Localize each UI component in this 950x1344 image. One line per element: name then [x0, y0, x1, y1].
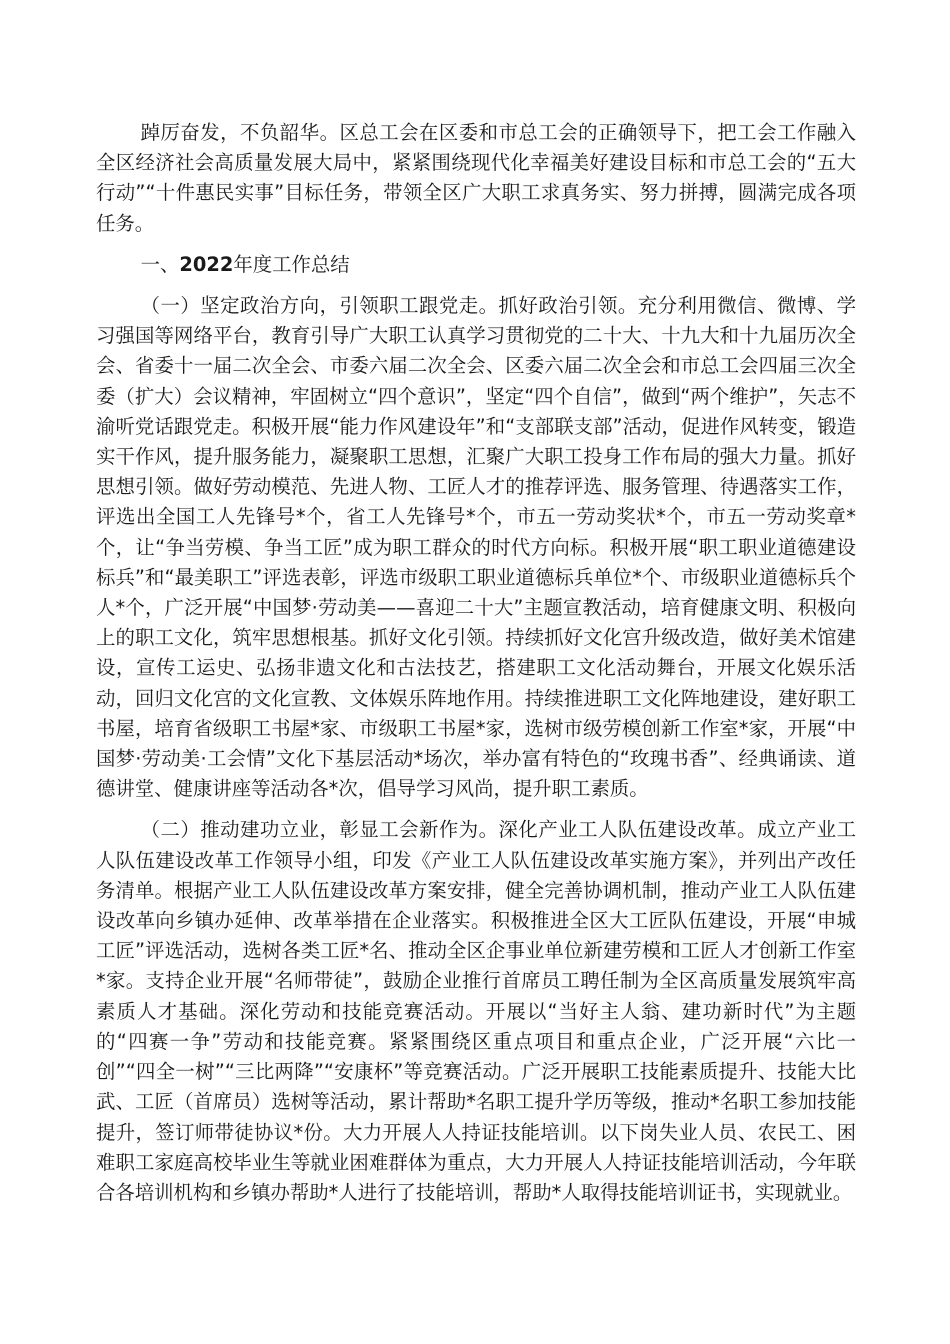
section-heading-year: 2022 — [179, 252, 234, 276]
document-body — [96, 118, 856, 1208]
section-heading-prefix: 一、 — [140, 252, 180, 276]
section-heading-suffix: 年度工作总结 — [233, 252, 350, 276]
section-two-paragraph: （二）推动建功立业，彰显工会新作为。深化产业工人队伍建设改革。成立产业工人队伍建设改革工作领导小组，印发《产业工人队伍建设改革实施方案》，并列出产改任务清单。根据产业工人队伍建设改革方案安排，健全完善协调机制，推动产业工人队伍建设改革向乡镇办延伸、改革举措在企业落实。积极推进全区大工匠队伍建设，开展“申城工匠”评选活动，选树各类工匠*名、推动全区企事业单位新建劳模和工匠人才创新工作室*家。支持企业开展“名师带徒”，鼓励企业推行首席员工聘任制为全区高质量发展筑牢高素质人才基础。深化劳动和技能竞赛活动。开展以“当好主人翁、建功新时代”为主题的“四赛一争”劳动和技能竞赛。紧紧围绕区重点项目和重点企业，广泛开展“六比一创”“四全一树”“三比两降”“安康杯”等竞赛活动。广泛开展职工技能素质提升、技能大比武、工匠（首席员）选树等活动，累计帮助*名职工提升学历等级，推动*名职工参加技能提升，签订师带徒协议*份。大力开展人人持证技能培训。以下岗失业人员、农民工、困难职工家庭高校毕业生等就业困难群体为重点，大力开展人人持证技能培训活动，今年联合各培训机构和乡镇办帮助*人进行了技能培训，帮助*人取得技能培训证书，实现就业。 — [96, 818, 856, 1204]
intro-paragraph: 踔厉奋发，不负韶华。区总工会在区委和市总工会的正确领导下，把工会工作融入全区经济社会高质量发展大局中，紧紧围绕现代化幸福美好建设目标和市总工会的“五大行动”“十件惠民实事”目标任务，带领全区广大职工求真务实、努力拼搏，圆满完成各项任务。 — [96, 121, 856, 235]
section-heading — [96, 250, 856, 280]
section-one-paragraph: （一）坚定政治方向，引领职工跟党走。抓好政治引领。充分利用微信、微博、学习强国等网络平台，教育引导广大职工认真学习贯彻党的二十大、十九大和十九届历次全会、省委十一届二次全会、市委六届二次全会、区委六届二次全会和市总工会四届三次全委（扩大）会议精神，牢固树立“四个意识”，坚定“四个自信”，做到“两个维护”，矢志不渝听党话跟党走。积极开展“能力作风建设年”和“支部联支部”活动，促进作风转变，锻造实干作风，提升服务能力，凝聚职工思想，汇聚广大职工投身工作布局的强大力量。抓好思想引领。做好劳动模范、先进人物、工匠人才的推荐评选、服务管理、待遇落实工作，评选出全国工人先锋号*个，省工人先锋号*个，市五一劳动奖状*个，市五一劳动奖章*个，让“争当劳模、争当工匠”成为职工群众的时代方向标。积极开展“职工职业道德建设标兵”和“最美职工”评选表彰，评选市级职工职业道德标兵单位*个、市级职业道德标兵个人*个，广泛开展“中国梦·劳动美——喜迎二十大”主题宣教活动，培育健康文明、积极向上的职工文化，筑牢思想根基。抓好文化引领。持续抓好文化宫升级改造，做好美术馆建设，宣传工运史、弘扬非遗文化和古法技艺，搭建职工文化活动舞台，开展文化娱乐活动，回归文化宫的文化宣教、文体娱乐阵地作用。持续推进职工文化阵地建设，建好职工书屋，培育省级职工书屋*家、市级职工书屋*家，选树市级劳模创新工作室*家，开展“中国梦·劳动美·工会情”文化下基层活动*场次，举办富有特色的“玫瑰书香”、经典诵读、道德讲堂、健康讲座等活动各*次，倡导学习风尚，提升职工素质。 — [96, 294, 856, 801]
